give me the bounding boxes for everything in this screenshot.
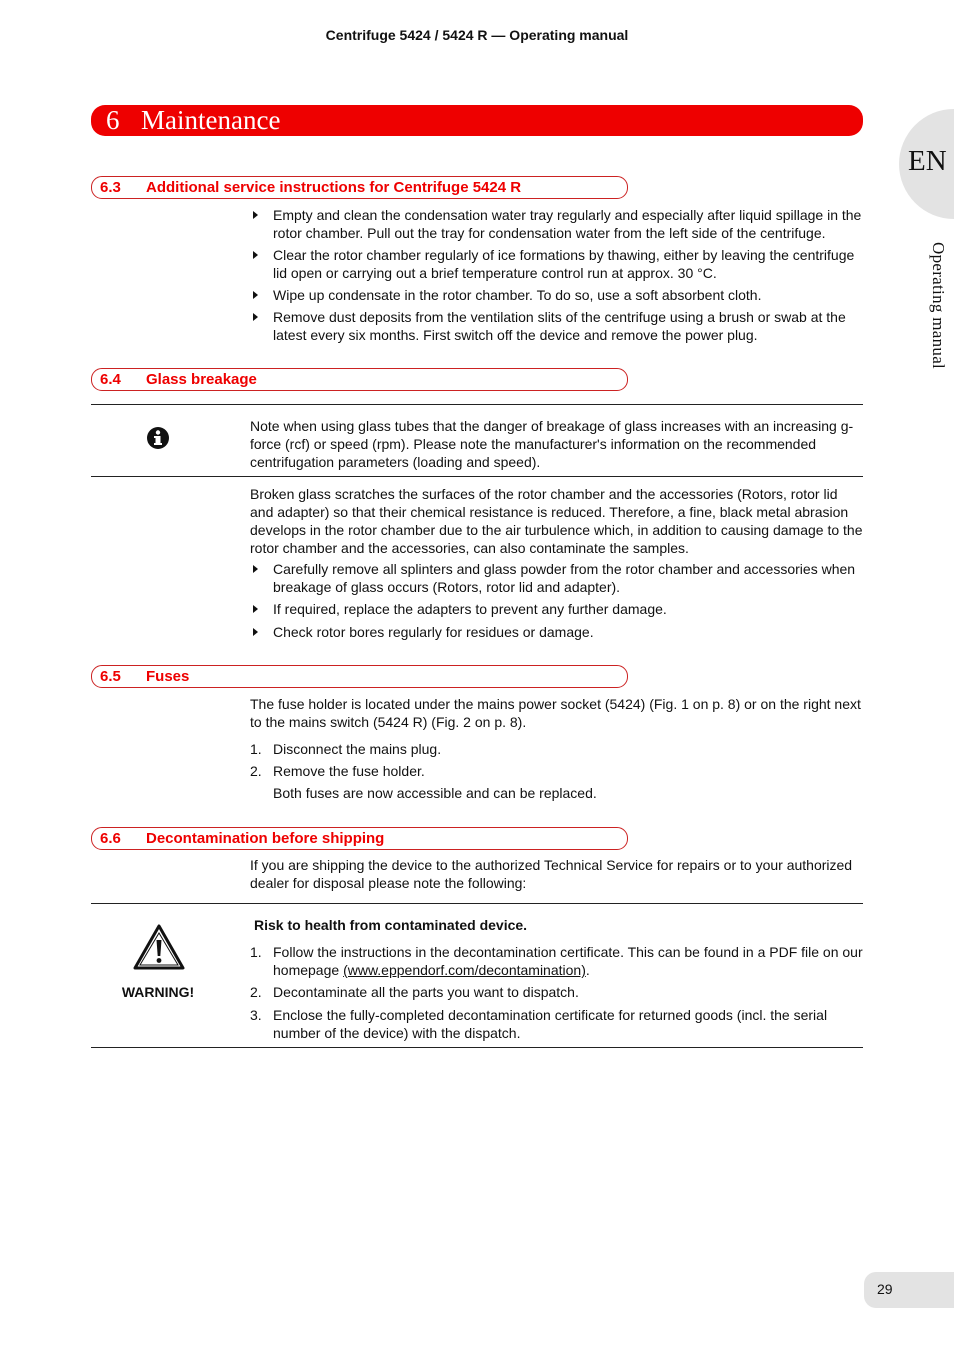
list-item: 1. Follow the instructions in the decontamination certificate. This can be found in a PDF file on our homepage (www.eppendorf.com/decontamination). (250, 944, 863, 978)
list-item: 2. Remove the fuse holder. (250, 763, 425, 779)
bullet-arrow-icon (253, 291, 258, 299)
section-heading-6-4 (91, 368, 628, 391)
warning-triangle-icon (133, 924, 185, 970)
bullet-arrow-icon (253, 211, 258, 219)
section-heading-6-5 (91, 665, 628, 688)
list-item: 1. Disconnect the mains plug. (250, 741, 442, 757)
section-heading-6-6 (91, 827, 628, 850)
bullet-arrow-icon (253, 565, 258, 573)
section-title: Additional service instructions for Centrifuge 5424 R (146, 179, 522, 196)
list-item: Empty and clean the condensation water tray regularly and especially after liquid spillage in the rotor chamber. Pull out the tray for condensation water from the left side of the centrifuge. (253, 206, 865, 242)
chapter-title: Maintenance (141, 105, 281, 135)
section-number: 6.5 (100, 668, 121, 685)
section-title: Decontamination before shipping (146, 830, 385, 847)
chapter-number: 6 (106, 105, 120, 135)
section-number: 6.6 (100, 830, 121, 847)
section-title: Glass breakage (146, 371, 257, 388)
list-item: Clear the rotor chamber regularly of ice formations by thawing, either by leaving the centrifuge lid open or carrying out a brief temperature control run at approx. 30 °C. (253, 246, 865, 282)
divider (91, 903, 863, 904)
paragraph: If you are shipping the device to the authorized Technical Service for repairs or to your authorized dealer for disposal please note the following: (250, 857, 853, 891)
list-item: If required, replace the adapters to prevent any further damage. (253, 600, 865, 618)
divider (91, 1047, 863, 1048)
list-item: Carefully remove all splinters and glass powder from the rotor chamber and accessories when breakage of glass occurs (Rotors, rotor lid and adapter). (253, 560, 865, 596)
note-text: Note when using glass tubes that the danger of breakage of glass increases with an increasing g-force (rcf) or speed (rpm). Please note the manufacturer's information on the recommended centrifugation parameters (loading and speed). (250, 418, 854, 470)
list-item: 3. Enclose the fully-completed decontamination certificate for returned goods (incl. the serial number of the device) with the dispatch. (250, 1007, 828, 1041)
divider (91, 404, 863, 405)
running-header: Centrifuge 5424 / 5424 R — Operating manual (325, 27, 629, 43)
bullet-arrow-icon (253, 313, 258, 321)
bullet-arrow-icon (253, 628, 258, 636)
list-item: Check rotor bores regularly for residues or damage. (253, 623, 865, 641)
page-number: 29 (877, 1281, 893, 1297)
divider (91, 476, 863, 477)
bullet-arrow-icon (253, 605, 258, 613)
paragraph: Broken glass scratches the surfaces of the rotor chamber and the accessories (Rotors, rotor lid and adapter) so that their chemical resistance is reduced. Therefore, a fine, black metal abrasion develops in the rotor chamber due to the air turbulence which, in addition to causing damage to the rotor chamber and the accessories, can also contaminate the samples. (250, 486, 863, 556)
list-item: Remove dust deposits from the ventilation slits of the centrifuge using a brush or swab at the latest every six months. First switch off the device and remove the power plug. (253, 308, 865, 344)
section-heading-6-3 (91, 176, 628, 199)
section-number: 6.3 (100, 179, 121, 196)
section-title: Fuses (146, 668, 190, 685)
warning-title: Risk to health from contaminated device. (254, 917, 528, 933)
bullet-arrow-icon (253, 251, 258, 259)
list-item: 2. Decontaminate all the parts you want to dispatch. (250, 984, 579, 1000)
list-item: Wipe up condensate in the rotor chamber. To do so, use a soft absorbent cloth. (253, 286, 865, 304)
section-number: 6.4 (100, 371, 121, 388)
side-label: Operating manual (929, 242, 948, 370)
page-number-tab (864, 1272, 954, 1308)
language-tab (899, 109, 954, 219)
paragraph: The fuse holder is located under the mains power socket (5424) (Fig. 1 on p. 8) or on the right next to the mains switch (5424 R) (Fig. 2 on p. 8). (250, 696, 861, 730)
warning-label: WARNING! (121, 984, 195, 1000)
language-code: EN (908, 145, 947, 177)
chapter-banner (91, 105, 863, 136)
info-icon (146, 426, 170, 450)
result-text: Both fuses are now accessible and can be replaced. (273, 785, 597, 801)
decontamination-link[interactable]: (www.eppendorf.com/decontamination) (343, 962, 586, 978)
